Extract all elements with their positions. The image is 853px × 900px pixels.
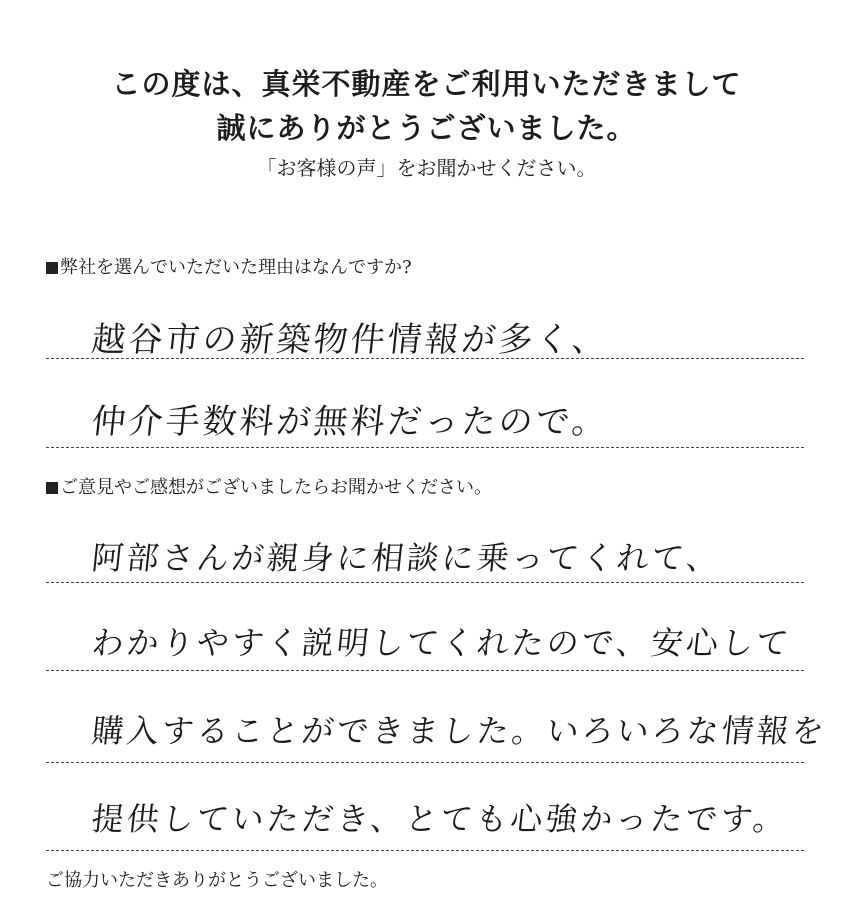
- footer-thanks: ご協力いただきありがとうございました。: [46, 870, 388, 891]
- header-line-3: 「お客様の声」をお聞かせください。: [256, 156, 597, 180]
- square-bullet-icon: [46, 262, 58, 274]
- question-2-label: ご意見やご感想がございましたらお聞かせください。: [60, 477, 492, 498]
- header-line-1: この度は、真栄不動産をご利用いただきまして: [111, 67, 742, 101]
- q2-answer-line-4: 提供していただき、とても心強かったです。: [89, 800, 790, 838]
- q2-answer-line-3: 購入することができました。いろいろな情報を: [89, 712, 829, 750]
- q2-answer-line-2: わかりやすく説明してくれたので、安心して: [89, 624, 794, 662]
- answer-rule: [46, 582, 804, 583]
- answer-rule: [46, 670, 804, 671]
- q1-answer-line-2: 仲介手数料が無料だったので。: [89, 402, 612, 442]
- question-1: [46, 253, 412, 279]
- answer-rule: [46, 358, 804, 359]
- answer-rule: [46, 762, 804, 763]
- header-line-2: 誠にありがとうございました。: [216, 111, 637, 145]
- header: [0, 62, 853, 188]
- q2-answer-line-1: 阿部さんが親身に相談に乗ってくれて、: [89, 539, 724, 577]
- square-bullet-icon: [46, 482, 58, 494]
- question-1-label: 弊社を選んでいただいた理由はなんですか?: [60, 257, 412, 278]
- answer-rule: [46, 447, 804, 448]
- answer-rule: [46, 850, 804, 851]
- question-2: [46, 473, 492, 499]
- q1-answer-line-1: 越谷市の新築物件情報が多く、: [89, 320, 612, 360]
